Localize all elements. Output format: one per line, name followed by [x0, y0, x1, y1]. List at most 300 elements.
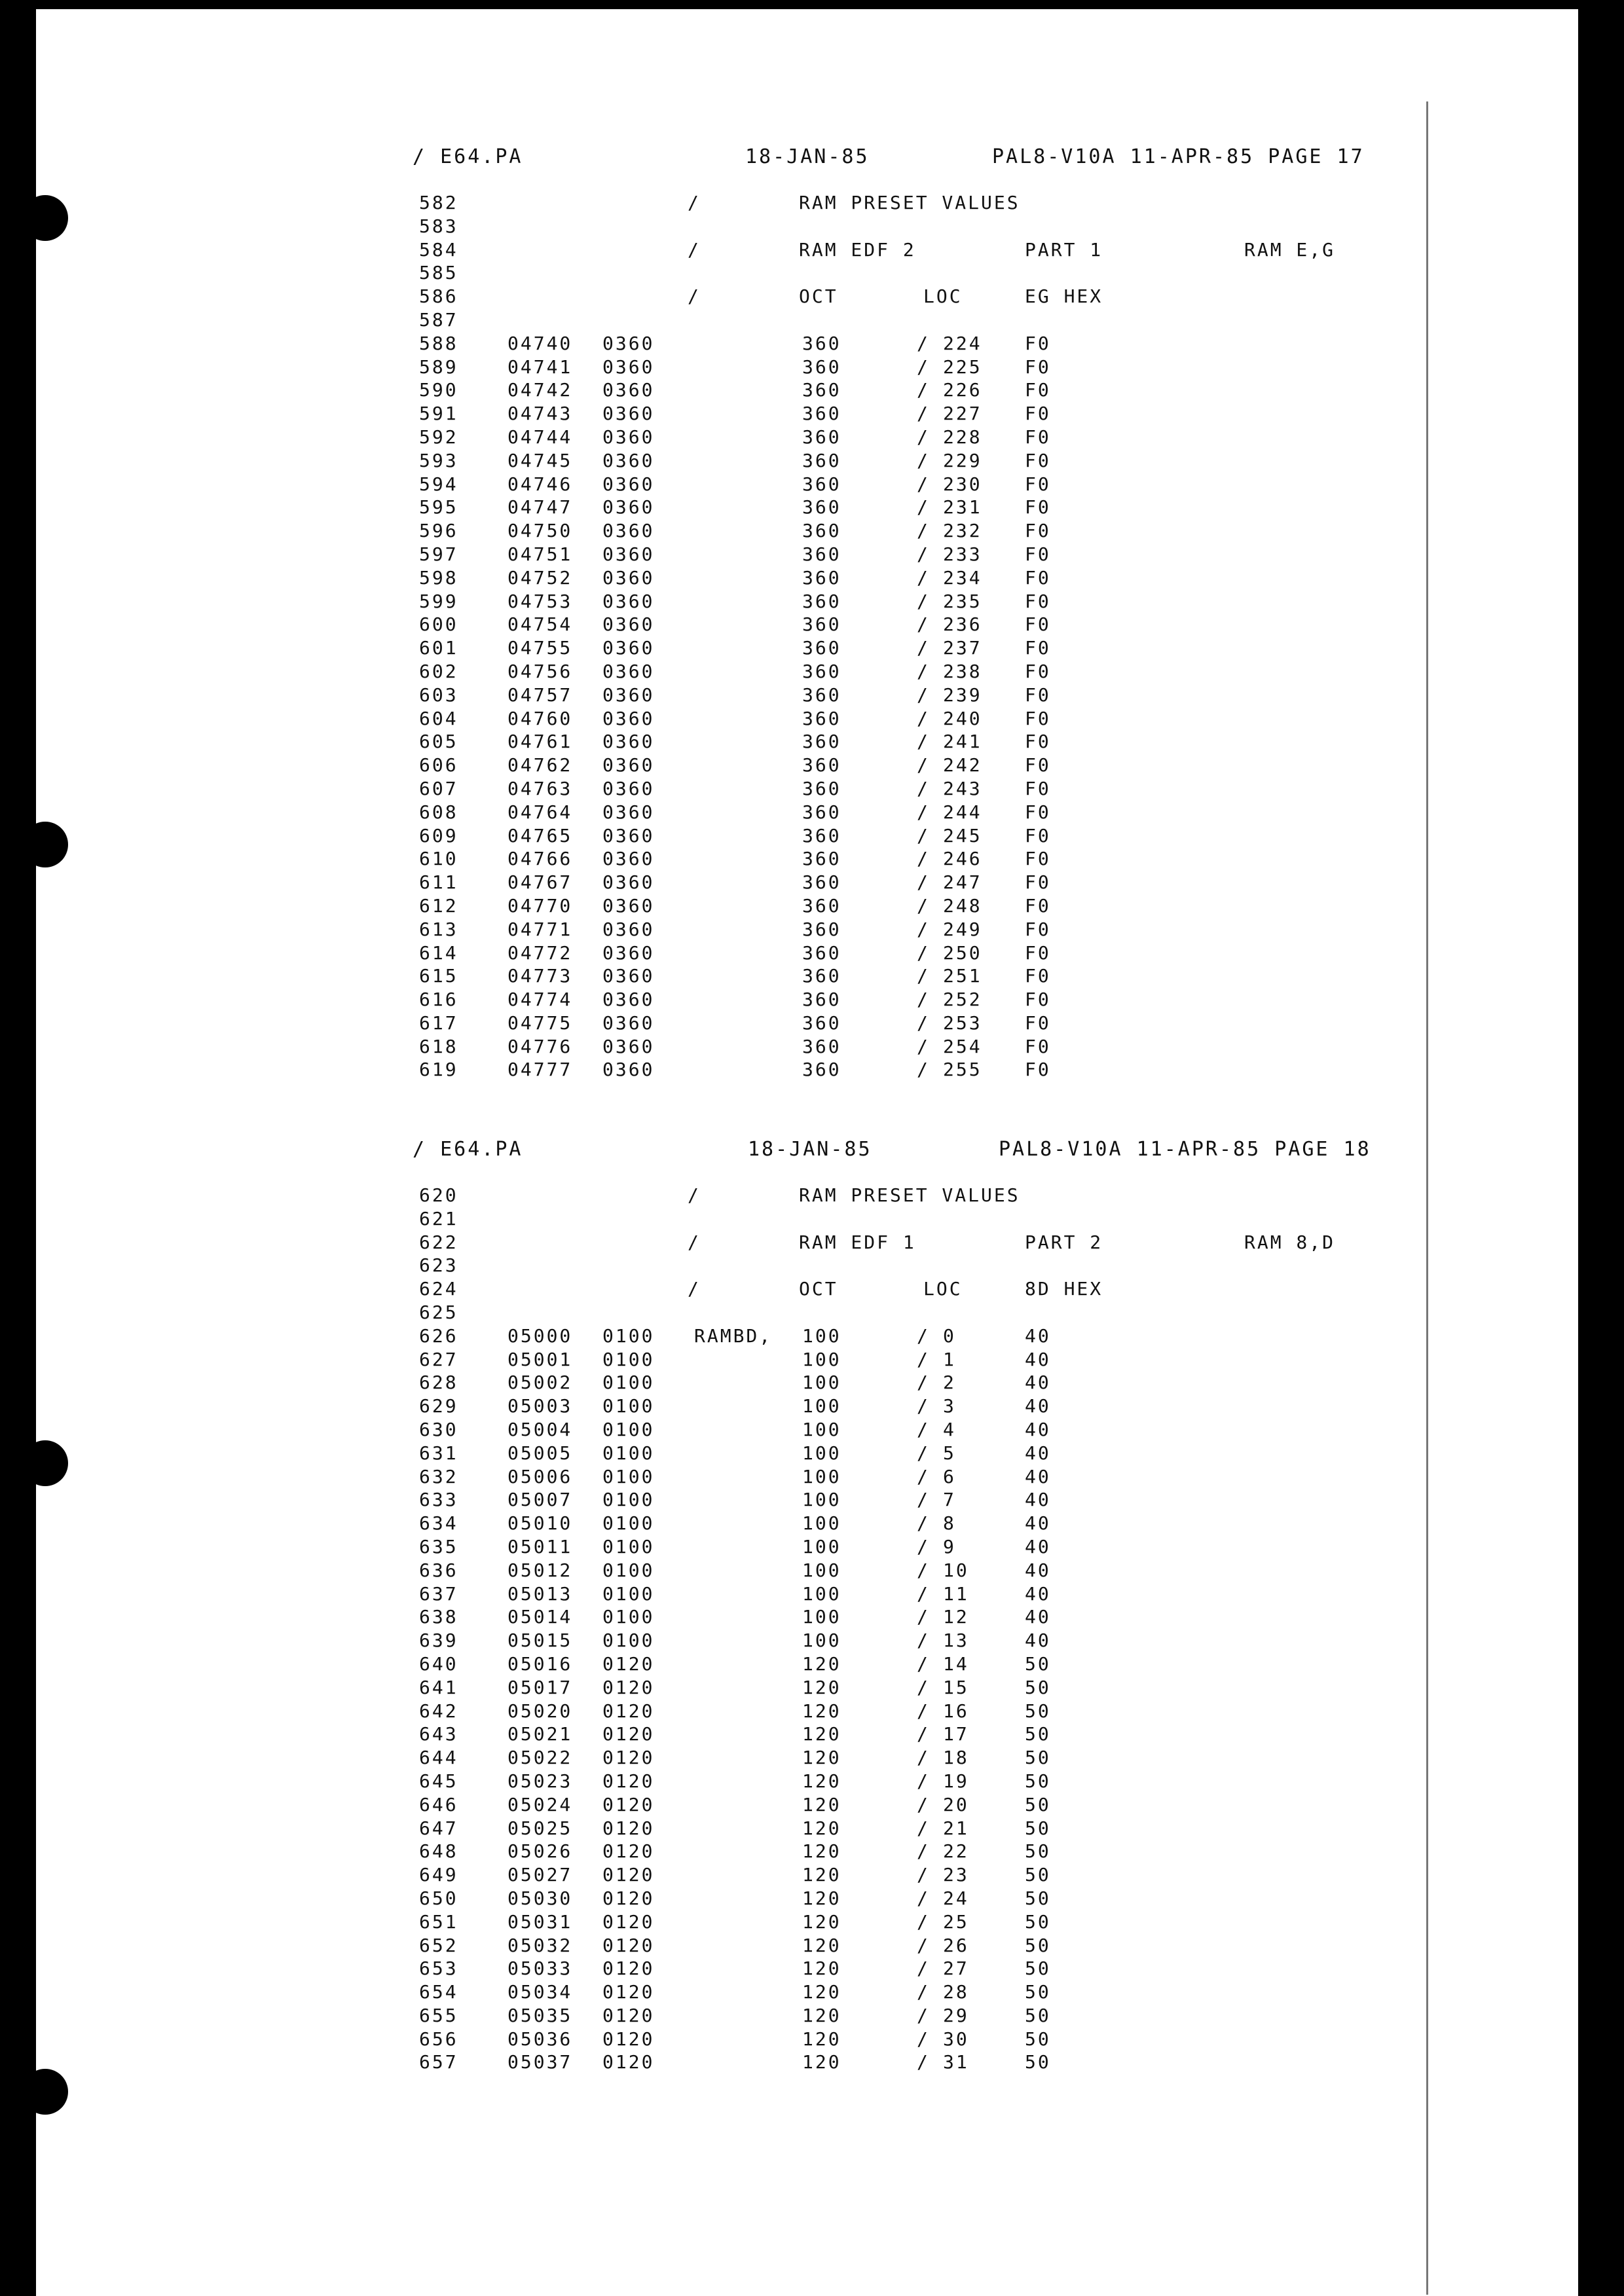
loc-value: 253	[943, 1011, 982, 1034]
oct-value: 100	[802, 1324, 841, 1347]
loc-value: 233	[943, 543, 982, 565]
oct-value: 360	[802, 871, 841, 894]
hex-value: 50	[1025, 1700, 1051, 1722]
memory-address: 05022	[507, 1747, 573, 1769]
code-row	[413, 496, 1408, 519]
line-number: 636	[419, 1559, 458, 1581]
octal-word: 0120	[602, 1652, 655, 1675]
code-row	[413, 824, 1408, 848]
hex-value: 40	[1025, 1324, 1051, 1347]
comment-slash: /	[688, 238, 701, 261]
comment-slash: /	[917, 2028, 930, 2050]
line-number: 604	[419, 707, 458, 729]
code-row	[413, 473, 1408, 496]
loc-value: 9	[943, 1535, 956, 1558]
octal-word: 0100	[602, 1372, 655, 1394]
code-row	[413, 332, 1408, 355]
line-number: 590	[419, 379, 458, 401]
oct-value: 360	[802, 473, 841, 495]
comment-slash: /	[917, 1723, 930, 1745]
oct-value: 120	[802, 1910, 841, 1933]
oct-value: 120	[802, 2028, 841, 2050]
octal-word: 0360	[602, 590, 655, 612]
loc-value: 1	[943, 1348, 956, 1370]
oct-value: 360	[802, 332, 841, 354]
memory-address: 05015	[507, 1630, 573, 1652]
loc-value: 16	[943, 1700, 969, 1722]
oct-value: 360	[802, 660, 841, 682]
octal-word: 0360	[602, 543, 655, 565]
comment-slash: /	[917, 1864, 930, 1886]
assembler-info: PAL8-V10A 11-APR-85 PAGE 18	[999, 1138, 1371, 1161]
memory-address: 05031	[507, 1910, 573, 1933]
hex-value: F0	[1025, 379, 1051, 401]
code-row	[413, 1559, 1408, 1582]
comment-slash: /	[917, 1981, 930, 2003]
octal-word: 0360	[602, 824, 655, 847]
listing-line	[413, 1184, 1408, 1207]
line-number: 591	[419, 403, 458, 425]
page-header	[413, 145, 1408, 191]
line-number: 589	[419, 355, 458, 378]
oct-value: 100	[802, 1512, 841, 1535]
line-number: 615	[419, 965, 458, 987]
hex-value: F0	[1025, 1035, 1051, 1057]
code-row	[413, 1348, 1408, 1372]
listing-line	[413, 1207, 1408, 1231]
loc-value: 225	[943, 355, 982, 378]
memory-address: 05021	[507, 1723, 573, 1745]
oct-value: 100	[802, 1442, 841, 1464]
octal-word: 0360	[602, 426, 655, 448]
hex-value: 40	[1025, 1442, 1051, 1464]
line-number: 595	[419, 496, 458, 519]
hex-value: 50	[1025, 1652, 1051, 1675]
line-number: 656	[419, 2028, 458, 2050]
loc-value: 251	[943, 965, 982, 987]
hex-value: 50	[1025, 1770, 1051, 1792]
hex-value: 50	[1025, 1723, 1051, 1745]
listing-date: 18-JAN-85	[748, 1138, 872, 1161]
loc-value: 224	[943, 332, 982, 354]
memory-address: 04755	[507, 637, 573, 659]
comment-slash: /	[917, 824, 930, 847]
oct-value: 120	[802, 1887, 841, 1909]
hex-value: F0	[1025, 989, 1051, 1011]
oct-value: 360	[802, 590, 841, 612]
line-number: 606	[419, 754, 458, 776]
octal-word: 0360	[602, 613, 655, 636]
hex-value: F0	[1025, 613, 1051, 636]
line-number: 609	[419, 824, 458, 847]
hex-value: 50	[1025, 1864, 1051, 1886]
octal-word: 0360	[602, 894, 655, 917]
code-row	[413, 402, 1408, 426]
octal-word: 0360	[602, 473, 655, 495]
memory-address: 05014	[507, 1606, 573, 1628]
octal-word: 0360	[602, 566, 655, 589]
octal-word: 0100	[602, 1630, 655, 1652]
line-number: 621	[419, 1207, 458, 1230]
comment-slash: /	[917, 989, 930, 1011]
octal-word: 0120	[602, 1793, 655, 1815]
memory-address: 04770	[507, 894, 573, 917]
line-number: 602	[419, 660, 458, 682]
memory-address: 05027	[507, 1864, 573, 1886]
code-row	[413, 1035, 1408, 1059]
line-number: 630	[419, 1418, 458, 1440]
code-row	[413, 566, 1408, 590]
loc-value: 229	[943, 449, 982, 471]
octal-word: 0360	[602, 1035, 655, 1057]
loc-value: 3	[943, 1395, 956, 1417]
loc-value: 6	[943, 1465, 956, 1487]
octal-word: 0360	[602, 637, 655, 659]
loc-value: 7	[943, 1489, 956, 1511]
loc-value: 17	[943, 1723, 969, 1745]
comment-slash: /	[917, 1011, 930, 1034]
loc-value: 254	[943, 1035, 982, 1057]
loc-value: 28	[943, 1981, 969, 2003]
hex-value: 40	[1025, 1512, 1051, 1535]
comment-slash: /	[688, 1231, 701, 1253]
code-row	[413, 1629, 1408, 1652]
comment-slash: /	[917, 403, 930, 425]
memory-address: 05017	[507, 1676, 573, 1698]
code-row	[413, 871, 1408, 894]
hex-value: F0	[1025, 918, 1051, 940]
code-row	[413, 2004, 1408, 2028]
loc-value: 27	[943, 1958, 969, 1980]
loc-value: 4	[943, 1418, 956, 1440]
oct-value: 100	[802, 1348, 841, 1370]
hex-value: 50	[1025, 2004, 1051, 2026]
code-row	[413, 1582, 1408, 1606]
octal-word: 0360	[602, 918, 655, 940]
comment-slash: /	[917, 473, 930, 495]
loc-value: 237	[943, 637, 982, 659]
code-row	[413, 1371, 1408, 1394]
line-number: 648	[419, 1840, 458, 1863]
line-number: 614	[419, 941, 458, 964]
oct-value: 100	[802, 1395, 841, 1417]
line-number: 601	[419, 637, 458, 659]
oct-value: 360	[802, 637, 841, 659]
loc-value: 15	[943, 1676, 969, 1698]
memory-address: 05013	[507, 1582, 573, 1605]
octal-word: 0120	[602, 2004, 655, 2026]
loc-value: 26	[943, 1934, 969, 1956]
comment-slash: /	[917, 355, 930, 378]
hex-value: F0	[1025, 543, 1051, 565]
memory-address: 05023	[507, 1770, 573, 1792]
memory-address: 04777	[507, 1059, 573, 1081]
hex-value: F0	[1025, 637, 1051, 659]
octal-word: 0360	[602, 941, 655, 964]
code-row	[413, 1442, 1408, 1465]
hex-value: 50	[1025, 1887, 1051, 1909]
oct-value: 100	[802, 1535, 841, 1558]
part-label: PART 2	[1025, 1231, 1103, 1253]
oct-value: 360	[802, 754, 841, 776]
memory-address: 05036	[507, 2028, 573, 2050]
loc-value: 5	[943, 1442, 956, 1464]
octal-word: 0100	[602, 1582, 655, 1605]
code-row	[413, 449, 1408, 473]
octal-word: 0360	[602, 848, 655, 870]
hex-value: F0	[1025, 566, 1051, 589]
memory-address: 04744	[507, 426, 573, 448]
oct-value: 100	[802, 1606, 841, 1628]
hex-value: 50	[1025, 2051, 1051, 2073]
loc-value: 236	[943, 613, 982, 636]
octal-word: 0100	[602, 1512, 655, 1535]
octal-word: 0120	[602, 1981, 655, 2003]
comment-slash: /	[688, 285, 701, 308]
hex-value: F0	[1025, 1011, 1051, 1034]
memory-address: 05000	[507, 1324, 573, 1347]
line-number: 633	[419, 1489, 458, 1511]
hex-value: F0	[1025, 871, 1051, 894]
loc-value: 13	[943, 1630, 969, 1652]
comment-slash: /	[917, 2004, 930, 2026]
oct-value: 120	[802, 1958, 841, 1980]
hex-value: F0	[1025, 590, 1051, 612]
comment-slash: /	[917, 1676, 930, 1698]
oct-value: 120	[802, 1652, 841, 1675]
oct-value: 100	[802, 1559, 841, 1581]
memory-address: 05020	[507, 1700, 573, 1722]
loc-value: 241	[943, 731, 982, 753]
line-number: 631	[419, 1442, 458, 1464]
memory-address: 05016	[507, 1652, 573, 1675]
memory-address: 04757	[507, 683, 573, 706]
line-number: 632	[419, 1465, 458, 1487]
octal-word: 0360	[602, 731, 655, 753]
line-number: 627	[419, 1348, 458, 1370]
octal-word: 0360	[602, 1011, 655, 1034]
memory-address: 05001	[507, 1348, 573, 1370]
section-title: RAM PRESET VALUES	[799, 1184, 1020, 1206]
comment-slash: /	[917, 1582, 930, 1605]
loc-value: 228	[943, 426, 982, 448]
hex-value: F0	[1025, 777, 1051, 799]
oct-value: 360	[802, 1011, 841, 1034]
memory-address: 04774	[507, 989, 573, 1011]
oct-value: 360	[802, 496, 841, 519]
line-number: 641	[419, 1676, 458, 1698]
oct-value: 120	[802, 1864, 841, 1886]
hex-value: 50	[1025, 1747, 1051, 1769]
hex-value: F0	[1025, 731, 1051, 753]
octal-word: 0100	[602, 1442, 655, 1464]
comment-slash: /	[917, 1348, 930, 1370]
memory-address: 05026	[507, 1840, 573, 1863]
line-number: 620	[419, 1184, 458, 1206]
loc-value: 226	[943, 379, 982, 401]
loc-value: 24	[943, 1887, 969, 1909]
oct-value: 360	[802, 379, 841, 401]
line-number: 650	[419, 1887, 458, 1909]
line-number: 652	[419, 1934, 458, 1956]
punch-hole	[22, 195, 68, 241]
line-number: 594	[419, 473, 458, 495]
hex-value: 40	[1025, 1418, 1051, 1440]
hex-value: F0	[1025, 941, 1051, 964]
code-row	[413, 1957, 1408, 1980]
memory-address: 04752	[507, 566, 573, 589]
code-row	[413, 1605, 1408, 1629]
octal-word: 0360	[602, 777, 655, 799]
code-row	[413, 1512, 1408, 1535]
octal-word: 0360	[602, 754, 655, 776]
hex-value: 50	[1025, 1934, 1051, 1956]
code-row	[413, 941, 1408, 965]
comment-slash: /	[917, 894, 930, 917]
hex-value: F0	[1025, 824, 1051, 847]
comment-slash: /	[917, 1059, 930, 1081]
octal-word: 0360	[602, 520, 655, 542]
memory-address: 04773	[507, 965, 573, 987]
comment-slash: /	[917, 1793, 930, 1815]
code-row	[413, 1465, 1408, 1489]
hex-value: 40	[1025, 1559, 1051, 1581]
line-number: 637	[419, 1582, 458, 1605]
memory-address: 05030	[507, 1887, 573, 1909]
oct-value: 120	[802, 1723, 841, 1745]
oct-value: 360	[802, 989, 841, 1011]
line-number: 638	[419, 1606, 458, 1628]
line-number: 605	[419, 731, 458, 753]
oct-value: 360	[802, 520, 841, 542]
column-header-line	[413, 285, 1408, 308]
line-number: 585	[419, 262, 458, 284]
comment-slash: /	[917, 1840, 930, 1863]
code-row	[413, 754, 1408, 777]
line-number: 645	[419, 1770, 458, 1792]
hex-value: 40	[1025, 1372, 1051, 1394]
memory-address: 05025	[507, 1817, 573, 1839]
comment-slash: /	[688, 192, 701, 213]
oct-value: 360	[802, 426, 841, 448]
memory-address: 04741	[507, 355, 573, 378]
comment-slash: /	[917, 941, 930, 964]
memory-address: 05010	[507, 1512, 573, 1535]
comment-slash: /	[917, 449, 930, 471]
code-row	[413, 801, 1408, 824]
hex-value: F0	[1025, 707, 1051, 729]
memory-address: 05006	[507, 1465, 573, 1487]
line-number: 610	[419, 848, 458, 870]
code-row	[413, 2050, 1408, 2074]
comment-slash: /	[917, 1817, 930, 1839]
comment-slash: /	[917, 543, 930, 565]
octal-word: 0120	[602, 1864, 655, 1886]
hex-value: F0	[1025, 496, 1051, 519]
memory-address: 04753	[507, 590, 573, 612]
line-number: 612	[419, 894, 458, 917]
comment-slash: /	[917, 1910, 930, 1933]
line-number: 582	[419, 192, 458, 213]
loc-value: 22	[943, 1840, 969, 1863]
loc-value: 248	[943, 894, 982, 917]
comment-slash: /	[917, 1652, 930, 1675]
loc-value: 234	[943, 566, 982, 589]
code-row	[413, 1700, 1408, 1723]
comment-slash: /	[917, 1630, 930, 1652]
punch-hole	[22, 1440, 68, 1486]
line-number: 586	[419, 285, 458, 308]
loc-value: 20	[943, 1793, 969, 1815]
comment-slash: /	[917, 731, 930, 753]
memory-address: 04750	[507, 520, 573, 542]
line-number: 647	[419, 1817, 458, 1839]
oct-value: 360	[802, 777, 841, 799]
ram-label: RAM 8,D	[1244, 1231, 1336, 1253]
hex-value: 50	[1025, 1910, 1051, 1933]
octal-word: 0120	[602, 1723, 655, 1745]
oct-value: 120	[802, 1747, 841, 1769]
code-row	[413, 1676, 1408, 1700]
comment-slash: /	[917, 848, 930, 870]
line-number: 639	[419, 1630, 458, 1652]
code-row	[413, 519, 1408, 543]
hex-value: 50	[1025, 1793, 1051, 1815]
loc-value: 240	[943, 707, 982, 729]
hex-value: F0	[1025, 894, 1051, 917]
loc-value: 247	[943, 871, 982, 894]
hex-value: 40	[1025, 1606, 1051, 1628]
line-number: 653	[419, 1958, 458, 1980]
comment-slash: /	[917, 1934, 930, 1956]
octal-word: 0360	[602, 871, 655, 894]
loc-value: 21	[943, 1817, 969, 1839]
code-row	[413, 683, 1408, 707]
code-rows	[413, 332, 1408, 1082]
memory-address: 04761	[507, 731, 573, 753]
loc-value: 239	[943, 683, 982, 706]
hex-value: F0	[1025, 965, 1051, 987]
file-name: / E64.PA	[413, 1138, 523, 1161]
code-row	[413, 918, 1408, 941]
code-row	[413, 777, 1408, 801]
hex-value: F0	[1025, 332, 1051, 354]
code-rows	[413, 1324, 1408, 2075]
loc-value: 29	[943, 2004, 969, 2026]
comment-slash: /	[917, 871, 930, 894]
octal-word: 0360	[602, 707, 655, 729]
code-row	[413, 636, 1408, 660]
code-row	[413, 1488, 1408, 1512]
octal-word: 0360	[602, 1059, 655, 1081]
loc-value: 30	[943, 2028, 969, 2050]
octal-word: 0360	[602, 496, 655, 519]
page-header	[413, 1138, 1408, 1184]
octal-word: 0360	[602, 660, 655, 682]
comment-slash: /	[917, 1418, 930, 1440]
listing-page-17	[413, 145, 1408, 1082]
line-number: 651	[419, 1910, 458, 1933]
line-number: 613	[419, 918, 458, 940]
octal-word: 0100	[602, 1465, 655, 1487]
line-number: 588	[419, 332, 458, 354]
code-row	[413, 1011, 1408, 1035]
oct-value: 360	[802, 731, 841, 753]
memory-address: 04764	[507, 801, 573, 823]
listing-line	[413, 191, 1408, 215]
memory-address: 04751	[507, 543, 573, 565]
line-number: 616	[419, 989, 458, 1011]
